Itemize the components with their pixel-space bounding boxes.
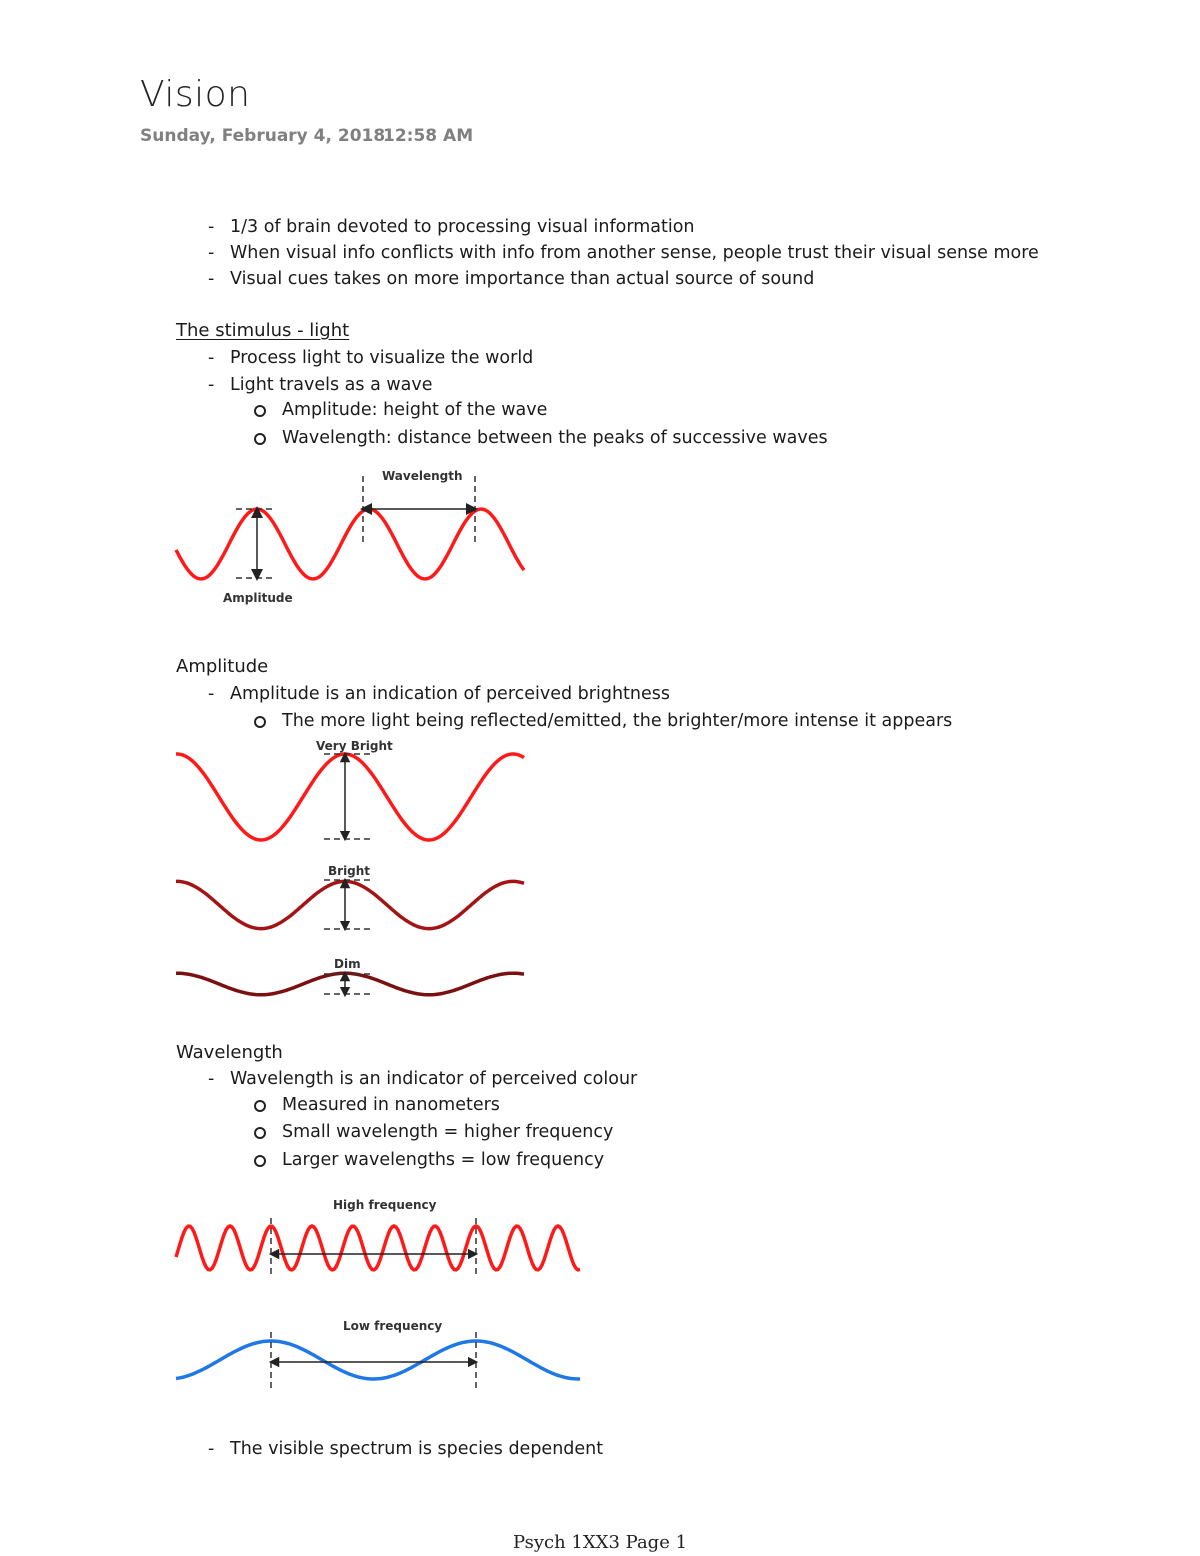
bright-wave: [176, 881, 524, 928]
list-item: [282, 427, 828, 449]
bullet-text: The more light being reflected/emitted, the brighter/more intense it appears: [282, 711, 953, 731]
frequency-diagram: [170, 1192, 590, 1402]
bullet-text: Larger wavelengths = low frequency: [282, 1150, 605, 1170]
list-item: [208, 268, 815, 290]
bullet-text: Process light to visualize the world: [230, 348, 534, 368]
high-frequency-label: High frequency: [333, 1198, 437, 1212]
bullet-text: Visual cues takes on more importance than actual source of sound: [230, 269, 815, 289]
bullet-text: Amplitude: height of the wave: [282, 400, 548, 420]
circle-bullet-icon: [254, 1127, 266, 1139]
note-time: 12:58 AM: [383, 126, 474, 146]
circle-bullet-icon: [254, 405, 266, 417]
list-item: [208, 347, 534, 369]
list-item: [208, 1438, 604, 1460]
bullet-text: Measured in nanometers: [282, 1095, 500, 1115]
list-item: [208, 683, 670, 705]
list-item: [208, 374, 433, 396]
section-heading-stimulus: The stimulus - light: [176, 320, 350, 341]
wavelength-label: Wavelength: [382, 469, 463, 483]
circle-bullet-icon: [254, 1100, 266, 1112]
bullet-text: Light travels as a wave: [230, 375, 433, 395]
dim-wave: [176, 973, 524, 994]
bullet-dash: -: [208, 217, 215, 237]
note-date: Sunday, February 4, 2018: [140, 126, 386, 146]
low-frequency-wave: [176, 1341, 580, 1379]
bullet-text: 1/3 of brain devoted to processing visual information: [230, 217, 695, 237]
bullet-dash: -: [208, 1069, 215, 1089]
bullet-text: When visual info conflicts with info from another sense, people trust their visual sense more: [230, 243, 1039, 263]
list-item: [282, 399, 547, 421]
list-item: [282, 1149, 604, 1171]
bullet-dash: -: [208, 348, 215, 368]
list-item: [282, 710, 952, 732]
dim-label: Dim: [334, 957, 361, 971]
list-item: [208, 216, 695, 238]
section-heading-wavelength: Wavelength: [176, 1042, 283, 1063]
bullet-dash: -: [208, 269, 215, 289]
very-bright-label: Very Bright: [316, 739, 393, 753]
page-footer: Psych 1XX3 Page 1: [512, 1532, 688, 1553]
circle-bullet-icon: [254, 716, 266, 728]
bullet-text: Small wavelength = higher frequency: [282, 1122, 614, 1142]
wave-path: [176, 509, 524, 579]
bullet-dash: -: [208, 243, 215, 263]
list-item: [208, 242, 1039, 264]
page-title: Vision: [140, 74, 251, 115]
bright-label: Bright: [328, 864, 371, 878]
section-heading-amplitude: Amplitude: [176, 656, 269, 677]
bullet-dash: -: [208, 1439, 215, 1459]
bullet-text: Amplitude is an indication of perceived brightness: [230, 684, 670, 704]
low-frequency-label: Low frequency: [343, 1319, 443, 1333]
bullet-dash: -: [208, 375, 215, 395]
bullet-text: The visible spectrum is species dependent: [230, 1439, 604, 1459]
list-item: [282, 1094, 500, 1116]
wave-diagram: [170, 462, 530, 612]
circle-bullet-icon: [254, 433, 266, 445]
brightness-diagram: [170, 736, 530, 1006]
bullet-text: Wavelength is an indicator of perceived colour: [230, 1069, 638, 1089]
amplitude-label: Amplitude: [223, 591, 293, 605]
high-frequency-wave: [176, 1226, 580, 1270]
list-item: [282, 1121, 613, 1143]
very-bright-wave: [176, 754, 524, 840]
bullet-text: Wavelength: distance between the peaks of successive waves: [282, 428, 828, 448]
circle-bullet-icon: [254, 1155, 266, 1167]
list-item: [208, 1068, 638, 1090]
bullet-dash: -: [208, 684, 215, 704]
